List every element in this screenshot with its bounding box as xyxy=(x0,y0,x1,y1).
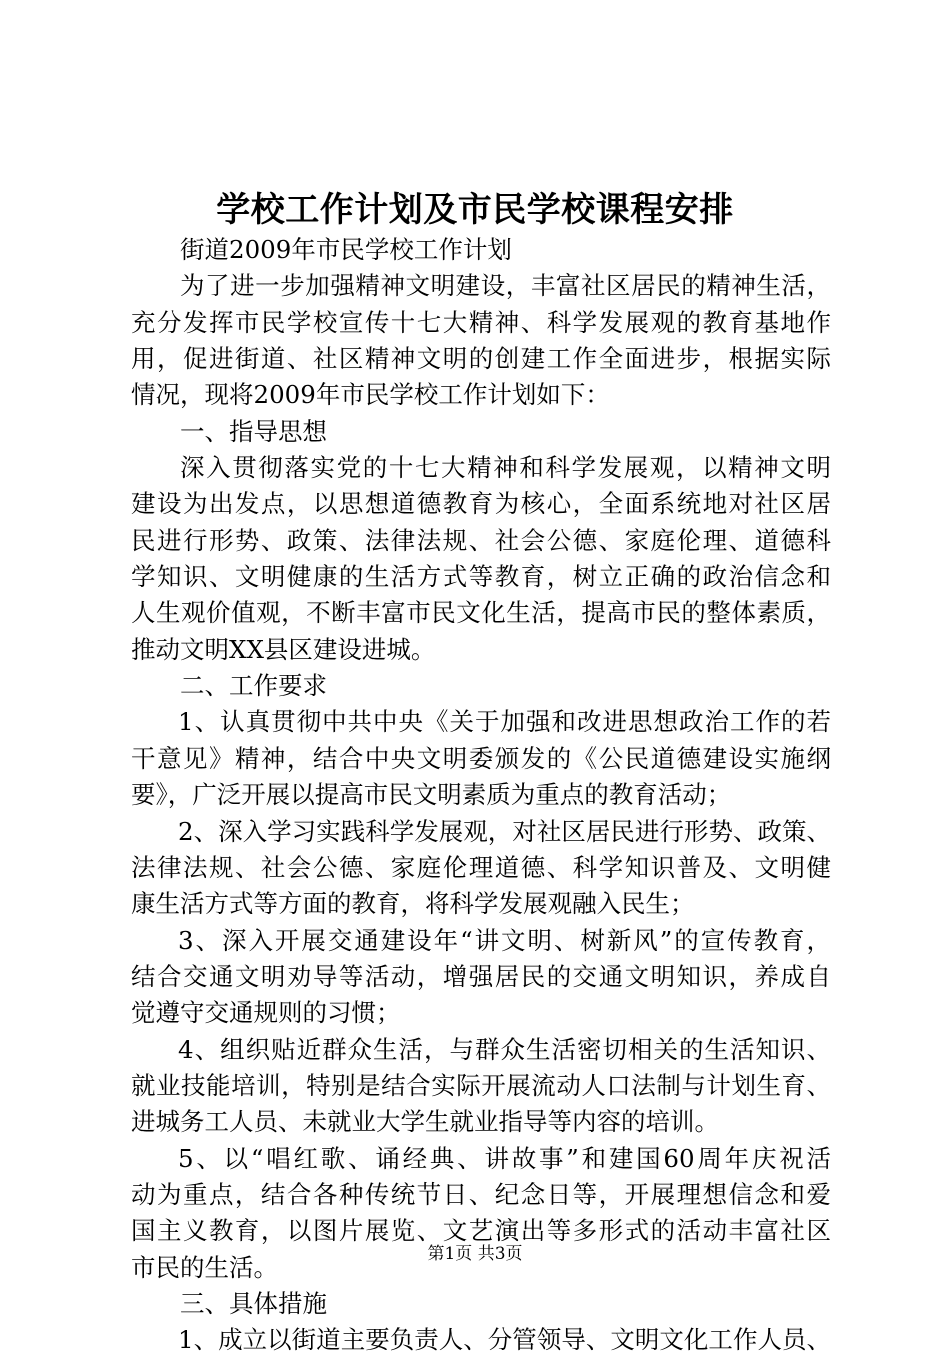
body-line: 推动文明XX县区建设进城。 xyxy=(131,634,436,664)
body-line: 充分发挥市民学校宣传十七大精神、科学发展观的教育基地作 xyxy=(131,307,831,337)
body-line: 1、成立以街道主要负责人、分管领导、文明文化工作人员、 xyxy=(178,1325,831,1355)
document-body xyxy=(131,232,831,1359)
body-line: 民进行形势、政策、法律法规、社会公德、家庭伦理、道德科 xyxy=(131,525,831,555)
body-line: 学知识、文明健康的生活方式等教育，树立正确的政治信念和 xyxy=(131,562,831,592)
body-line: 要》，广泛开展以提高市民文明素质为重点的教育活动； xyxy=(131,780,732,810)
body-line: 深入贯彻落实党的十七大精神和科学发展观，以精神文明 xyxy=(180,453,831,483)
body-line: 1、认真贯彻中共中央《关于加强和改进思想政治工作的若 xyxy=(178,707,831,737)
body-line: 动为重点，结合各种传统节日、纪念日等，开展理想信念和爱 xyxy=(131,1179,831,1209)
body-line: 就业技能培训，特别是结合实际开展流动人口法制与计划生育、 xyxy=(131,1070,831,1100)
body-line: 4、组织贴近群众生活，与群众生活密切相关的生活知识、 xyxy=(178,1034,831,1064)
body-line: 法律法规、社会公德、家庭伦理道德、科学知识普及、文明健 xyxy=(131,852,831,882)
body-line: 街道2009年市民学校工作计划 xyxy=(180,235,512,264)
section-heading: 二、工作要求 xyxy=(180,671,327,701)
body-line: 市民的生活。 xyxy=(131,1252,278,1282)
body-line: 进城务工人员、未就业大学生就业指导等内容的培训。 xyxy=(131,1107,719,1137)
section-heading: 一、指导思想 xyxy=(180,416,327,446)
body-line: 情况，现将2009年市民学校工作计划如下： xyxy=(131,380,610,410)
body-line: 2、深入学习实践科学发展观，对社区居民进行形势、政策、 xyxy=(178,816,831,846)
body-line: 人生观价值观，不断丰富市民文化生活，提高市民的整体素质， xyxy=(131,598,831,628)
page-footer: 第1页 共3页 xyxy=(427,1244,523,1264)
body-line: 觉遵守交通规则的习惯； xyxy=(131,998,401,1028)
body-line: 3、深入开展交通建设年“讲文明、树新风”的宣传教育， xyxy=(178,925,831,955)
document-title: 学校工作计划及市民学校课程安排 xyxy=(216,190,734,230)
body-line: 建设为出发点，以思想道德教育为核心，全面系统地对社区居 xyxy=(131,489,831,519)
body-line: 康生活方式等方面的教育，将科学发展观融入民生； xyxy=(131,889,695,919)
body-line: 为了进一步加强精神文明建设，丰富社区居民的精神生活， xyxy=(180,271,831,301)
body-line: 国主义教育，以图片展览、文艺演出等多形式的活动丰富社区 xyxy=(131,1216,831,1246)
body-line: 干意见》精神，结合中央文明委颁发的《公民道德建设实施纲 xyxy=(131,743,831,773)
body-line: 结合交通文明劝导等活动，增强居民的交通文明知识，养成自 xyxy=(131,961,831,991)
section-heading: 三、具体措施 xyxy=(180,1288,327,1318)
body-line: 用，促进街道、社区精神文明的创建工作全面进步，根据实际 xyxy=(131,344,831,374)
body-line: 5、以“唱红歌、诵经典、讲故事”和建国60周年庆祝活 xyxy=(178,1143,831,1173)
